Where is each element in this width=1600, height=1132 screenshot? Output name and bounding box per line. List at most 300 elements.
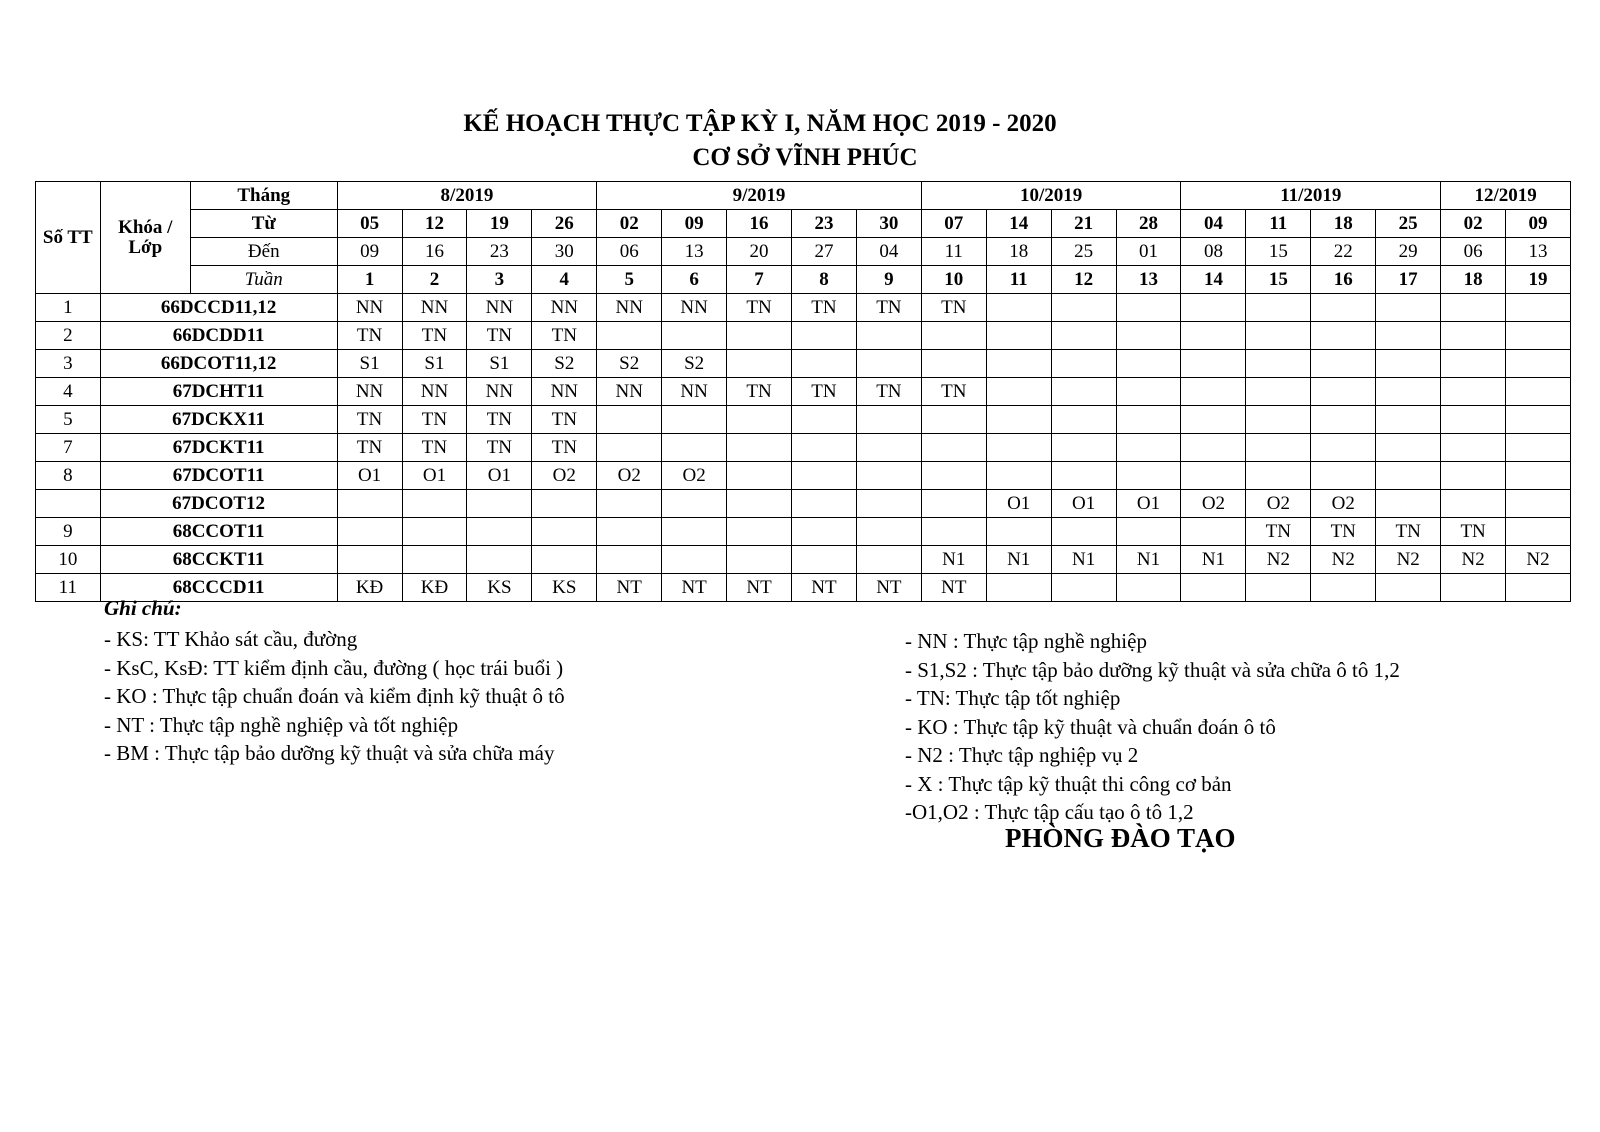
schedule-cell: S2 <box>532 350 597 378</box>
schedule-cell <box>1116 518 1181 546</box>
to-date: 23 <box>467 238 532 266</box>
schedule-cell: TN <box>727 294 792 322</box>
from-date: 04 <box>1181 210 1246 238</box>
schedule-cell <box>1376 350 1441 378</box>
schedule-cell <box>856 518 921 546</box>
schedule-cell <box>1246 294 1311 322</box>
schedule-cell <box>856 462 921 490</box>
schedule-cell: O2 <box>1246 490 1311 518</box>
schedule-cell <box>727 406 792 434</box>
schedule-cell <box>532 518 597 546</box>
note-item: - NT : Thực tập nghề nghiệp và tốt nghiệp <box>104 712 459 737</box>
schedule-cell <box>791 350 856 378</box>
schedule-cell <box>1506 490 1571 518</box>
schedule-cell <box>1051 574 1116 602</box>
schedule-cell: S1 <box>467 350 532 378</box>
class-name: 66DCCD11,12 <box>100 294 337 322</box>
table-row <box>36 490 1571 518</box>
table-row <box>36 518 1571 546</box>
from-date: 12 <box>402 210 467 238</box>
note-item: - KS: TT Khảo sát cầu, đường <box>104 627 358 651</box>
to-date: 18 <box>986 238 1051 266</box>
to-date: 11 <box>921 238 986 266</box>
tuan-label: Tuần <box>190 266 337 294</box>
schedule-cell: N1 <box>921 546 986 574</box>
row-number: 10 <box>36 546 101 574</box>
schedule-cell <box>1116 322 1181 350</box>
schedule-cell: NN <box>402 294 467 322</box>
schedule-cell <box>1311 574 1376 602</box>
schedule-cell <box>1116 406 1181 434</box>
row-number: 2 <box>36 322 101 350</box>
schedule-cell <box>727 490 792 518</box>
schedule-cell: N2 <box>1246 546 1311 574</box>
to-date: 06 <box>597 238 662 266</box>
note-item: - KO : Thực tập kỹ thuật và chuẩn đoán ô tô <box>905 714 1276 739</box>
note-item: - S1,S2 : Thực tập bảo dưỡng kỹ thuật và sửa chữa ô tô 1,2 <box>905 657 1400 682</box>
schedule-cell <box>662 490 727 518</box>
schedule-cell <box>532 546 597 574</box>
schedule-cell <box>986 322 1051 350</box>
schedule-cell <box>1441 322 1506 350</box>
schedule-cell <box>1311 406 1376 434</box>
schedule-cell: TN <box>1246 518 1311 546</box>
schedule-cell: O1 <box>467 462 532 490</box>
schedule-cell <box>402 490 467 518</box>
schedule-cell <box>662 322 727 350</box>
from-date: 23 <box>791 210 856 238</box>
schedule-cell: TN <box>532 434 597 462</box>
schedule-cell: S2 <box>597 350 662 378</box>
schedule-cell: NN <box>467 378 532 406</box>
week-number: 12 <box>1051 266 1116 294</box>
schedule-cell <box>1506 378 1571 406</box>
schedule-cell: TN <box>791 378 856 406</box>
schedule-cell <box>662 406 727 434</box>
class-name: 67DCKX11 <box>100 406 337 434</box>
to-date: 20 <box>727 238 792 266</box>
schedule-cell: TN <box>467 434 532 462</box>
class-name: 68CCCD11 <box>100 574 337 602</box>
schedule-cell <box>986 518 1051 546</box>
schedule-cell <box>727 462 792 490</box>
schedule-cell <box>1051 378 1116 406</box>
schedule-cell: S1 <box>337 350 402 378</box>
schedule-cell <box>856 490 921 518</box>
month-header: 10/2019 <box>921 182 1181 210</box>
schedule-cell <box>986 406 1051 434</box>
class-name: 67DCOT12 <box>100 490 337 518</box>
week-number: 8 <box>791 266 856 294</box>
schedule-cell <box>727 546 792 574</box>
note-item: - KO : Thực tập chuẩn đoán và kiểm định kỹ thuật ô tô <box>104 684 565 708</box>
schedule-cell: TN <box>467 322 532 350</box>
table-row <box>36 350 1571 378</box>
schedule-cell <box>856 546 921 574</box>
from-date: 30 <box>856 210 921 238</box>
schedule-cell: TN <box>1311 518 1376 546</box>
schedule-cell: O2 <box>1181 490 1246 518</box>
schedule-cell: KS <box>532 574 597 602</box>
from-date: 26 <box>532 210 597 238</box>
schedule-cell <box>1506 574 1571 602</box>
khoa-lop-header: Khóa / Lớp <box>100 182 190 294</box>
schedule-cell <box>791 490 856 518</box>
schedule-cell: NN <box>597 294 662 322</box>
schedule-cell <box>467 490 532 518</box>
schedule-cell <box>1246 574 1311 602</box>
schedule-cell: N2 <box>1506 546 1571 574</box>
schedule-cell: O1 <box>337 462 402 490</box>
note-item: - X : Thực tập kỹ thuật thi công cơ bản <box>905 771 1232 796</box>
schedule-cell <box>1051 406 1116 434</box>
schedule-cell <box>1441 406 1506 434</box>
schedule-cell <box>1181 322 1246 350</box>
schedule-cell <box>791 434 856 462</box>
schedule-cell <box>791 322 856 350</box>
schedule-cell <box>1506 518 1571 546</box>
from-date: 21 <box>1051 210 1116 238</box>
schedule-cell: TN <box>921 294 986 322</box>
schedule-cell <box>1181 574 1246 602</box>
week-number: 5 <box>597 266 662 294</box>
schedule-cell <box>791 406 856 434</box>
table-row <box>36 406 1571 434</box>
week-number: 4 <box>532 266 597 294</box>
note-item: - NN : Thực tập nghề nghiệp <box>905 629 1147 653</box>
note-item: - BM : Thực tập bảo dưỡng kỹ thuật và sửa chữa máy <box>104 741 555 765</box>
week-number: 3 <box>467 266 532 294</box>
schedule-cell <box>1116 378 1181 406</box>
schedule-cell <box>1441 434 1506 462</box>
schedule-cell: NN <box>337 294 402 322</box>
document-subtitle: CƠ SỞ VĨNH PHÚC <box>692 144 918 171</box>
schedule-cell: O2 <box>597 462 662 490</box>
schedule-cell: TN <box>402 322 467 350</box>
schedule-cell: TN <box>791 294 856 322</box>
header-row-from <box>36 210 1571 238</box>
schedule-table <box>35 181 1571 602</box>
schedule-cell <box>1181 406 1246 434</box>
schedule-cell <box>1181 518 1246 546</box>
schedule-cell <box>337 518 402 546</box>
schedule-cell <box>921 490 986 518</box>
schedule-cell: NN <box>662 294 727 322</box>
schedule-cell <box>597 322 662 350</box>
class-name: 68CCKT11 <box>100 546 337 574</box>
schedule-cell <box>986 434 1051 462</box>
schedule-cell: TN <box>1441 518 1506 546</box>
week-number: 10 <box>921 266 986 294</box>
schedule-cell: TN <box>856 294 921 322</box>
so-tt-header: Số TT <box>36 182 101 294</box>
schedule-cell: N1 <box>1181 546 1246 574</box>
schedule-cell <box>921 350 986 378</box>
schedule-cell <box>1246 322 1311 350</box>
to-date: 08 <box>1181 238 1246 266</box>
schedule-cell <box>662 434 727 462</box>
from-date: 16 <box>727 210 792 238</box>
from-date: 18 <box>1311 210 1376 238</box>
row-number: 3 <box>36 350 101 378</box>
class-name: 67DCOT11 <box>100 462 337 490</box>
schedule-cell: NN <box>662 378 727 406</box>
schedule-cell <box>1246 406 1311 434</box>
schedule-cell: NN <box>597 378 662 406</box>
schedule-cell <box>1051 350 1116 378</box>
schedule-cell <box>1246 378 1311 406</box>
schedule-cell: N1 <box>986 546 1051 574</box>
schedule-cell <box>1181 378 1246 406</box>
from-date: 28 <box>1116 210 1181 238</box>
notes-title: Ghi chú: <box>104 596 182 620</box>
row-number: 5 <box>36 406 101 434</box>
schedule-cell <box>597 518 662 546</box>
schedule-cell <box>1246 434 1311 462</box>
to-date: 29 <box>1376 238 1441 266</box>
schedule-cell <box>1441 462 1506 490</box>
schedule-cell <box>1311 350 1376 378</box>
week-number: 1 <box>337 266 402 294</box>
table-row <box>36 546 1571 574</box>
table-row <box>36 462 1571 490</box>
schedule-cell <box>1116 434 1181 462</box>
to-date: 22 <box>1311 238 1376 266</box>
schedule-cell <box>532 490 597 518</box>
week-number: 9 <box>856 266 921 294</box>
row-number: 7 <box>36 434 101 462</box>
schedule-cell: NT <box>921 574 986 602</box>
schedule-cell: O2 <box>532 462 597 490</box>
schedule-cell: NN <box>532 294 597 322</box>
schedule-cell <box>597 434 662 462</box>
schedule-cell <box>1441 294 1506 322</box>
schedule-cell <box>1506 350 1571 378</box>
schedule-cell <box>1116 294 1181 322</box>
schedule-cell <box>1376 406 1441 434</box>
schedule-cell <box>1376 378 1441 406</box>
schedule-cell <box>597 546 662 574</box>
header-row-to <box>36 238 1571 266</box>
to-date: 01 <box>1116 238 1181 266</box>
week-number: 13 <box>1116 266 1181 294</box>
note-item: - N2 : Thực tập nghiệp vụ 2 <box>905 743 1139 767</box>
table-row <box>36 574 1571 602</box>
schedule-cell: O1 <box>986 490 1051 518</box>
schedule-cell <box>1311 322 1376 350</box>
schedule-cell: N2 <box>1311 546 1376 574</box>
class-name: 66DCOT11,12 <box>100 350 337 378</box>
schedule-cell <box>1116 574 1181 602</box>
schedule-cell <box>1246 350 1311 378</box>
class-name: 68CCOT11 <box>100 518 337 546</box>
schedule-cell <box>1181 462 1246 490</box>
schedule-cell: KĐ <box>337 574 402 602</box>
schedule-cell <box>1051 322 1116 350</box>
schedule-cell: KS <box>467 574 532 602</box>
schedule-cell <box>1246 462 1311 490</box>
week-number: 14 <box>1181 266 1246 294</box>
schedule-cell: TN <box>402 434 467 462</box>
schedule-cell: TN <box>1376 518 1441 546</box>
header-row-months <box>36 182 1571 210</box>
schedule-cell <box>1506 322 1571 350</box>
schedule-cell: TN <box>921 378 986 406</box>
from-date: 05 <box>337 210 402 238</box>
schedule-cell <box>1441 350 1506 378</box>
signature: PHÒNG ĐÀO TẠO <box>1005 823 1236 853</box>
week-number: 17 <box>1376 266 1441 294</box>
schedule-cell: NT <box>727 574 792 602</box>
month-header: 12/2019 <box>1441 182 1571 210</box>
schedule-cell: TN <box>337 434 402 462</box>
schedule-cell <box>1311 462 1376 490</box>
schedule-cell <box>1376 490 1441 518</box>
schedule-cell <box>467 546 532 574</box>
tu-label: Từ <box>190 210 337 238</box>
schedule-cell: S1 <box>402 350 467 378</box>
schedule-cell <box>921 462 986 490</box>
schedule-cell: TN <box>727 378 792 406</box>
month-header: 9/2019 <box>597 182 922 210</box>
schedule-cell <box>662 518 727 546</box>
class-name: 67DCHT11 <box>100 378 337 406</box>
to-date: 13 <box>1506 238 1571 266</box>
schedule-cell: O2 <box>662 462 727 490</box>
row-number: 11 <box>36 574 101 602</box>
schedule-cell <box>1311 294 1376 322</box>
from-date: 14 <box>986 210 1051 238</box>
schedule-cell <box>597 406 662 434</box>
schedule-cell <box>727 322 792 350</box>
month-header: 8/2019 <box>337 182 597 210</box>
row-number <box>36 490 101 518</box>
row-number: 4 <box>36 378 101 406</box>
schedule-cell <box>1441 490 1506 518</box>
schedule-cell <box>402 546 467 574</box>
week-number: 11 <box>986 266 1051 294</box>
schedule-cell <box>1051 434 1116 462</box>
from-date: 02 <box>1441 210 1506 238</box>
schedule-cell: TN <box>856 378 921 406</box>
class-name: 66DCDD11 <box>100 322 337 350</box>
schedule-cell <box>986 350 1051 378</box>
to-date: 09 <box>337 238 402 266</box>
den-label: Đến <box>190 238 337 266</box>
to-date: 16 <box>402 238 467 266</box>
schedule-cell: O1 <box>1051 490 1116 518</box>
schedule-cell <box>1181 294 1246 322</box>
schedule-cell <box>1116 462 1181 490</box>
schedule-cell <box>727 350 792 378</box>
to-date: 06 <box>1441 238 1506 266</box>
week-number: 16 <box>1311 266 1376 294</box>
schedule-cell: NT <box>662 574 727 602</box>
month-header: 11/2019 <box>1181 182 1441 210</box>
schedule-cell <box>337 490 402 518</box>
from-date: 11 <box>1246 210 1311 238</box>
schedule-cell: N2 <box>1376 546 1441 574</box>
table-row <box>36 434 1571 462</box>
from-date: 07 <box>921 210 986 238</box>
schedule-cell: S2 <box>662 350 727 378</box>
schedule-cell <box>986 378 1051 406</box>
schedule-cell <box>1441 378 1506 406</box>
notes-right <box>905 627 1400 827</box>
schedule-cell <box>662 546 727 574</box>
schedule-cell: NN <box>337 378 402 406</box>
schedule-cell: N1 <box>1116 546 1181 574</box>
week-number: 6 <box>662 266 727 294</box>
schedule-cell <box>1311 434 1376 462</box>
schedule-cell <box>856 322 921 350</box>
schedule-cell <box>921 406 986 434</box>
to-date: 30 <box>532 238 597 266</box>
schedule-cell <box>467 518 532 546</box>
from-date: 09 <box>1506 210 1571 238</box>
schedule-cell: TN <box>337 322 402 350</box>
from-date: 25 <box>1376 210 1441 238</box>
schedule-cell: NT <box>856 574 921 602</box>
schedule-cell <box>986 462 1051 490</box>
note-item: - TN: Thực tập tốt nghiệp <box>905 686 1121 710</box>
schedule-cell: O1 <box>1116 490 1181 518</box>
schedule-cell <box>1116 350 1181 378</box>
week-number: 19 <box>1506 266 1571 294</box>
schedule-cell: TN <box>337 406 402 434</box>
schedule-cell: NN <box>532 378 597 406</box>
schedule-cell: N2 <box>1441 546 1506 574</box>
schedule-cell: TN <box>467 406 532 434</box>
to-date: 04 <box>856 238 921 266</box>
schedule-cell <box>986 574 1051 602</box>
note-item: - KsC, KsĐ: TT kiểm định cầu, đường ( học trái buổi ) <box>104 655 564 680</box>
schedule-cell <box>1376 462 1441 490</box>
schedule-cell <box>1051 518 1116 546</box>
schedule-cell <box>1506 406 1571 434</box>
schedule-cell: O2 <box>1311 490 1376 518</box>
schedule-cell: NN <box>402 378 467 406</box>
note-item: -O1,O2 : Thực tập cấu tạo ô tô 1,2 <box>905 800 1194 824</box>
schedule-cell <box>1376 434 1441 462</box>
to-date: 13 <box>662 238 727 266</box>
schedule-cell <box>727 434 792 462</box>
row-number: 9 <box>36 518 101 546</box>
class-name: 67DCKT11 <box>100 434 337 462</box>
schedule-cell <box>1376 322 1441 350</box>
week-number: 15 <box>1246 266 1311 294</box>
week-number: 7 <box>727 266 792 294</box>
schedule-cell <box>986 294 1051 322</box>
schedule-cell <box>921 434 986 462</box>
thang-label: Tháng <box>190 182 337 210</box>
schedule-cell: NT <box>597 574 662 602</box>
schedule-cell: TN <box>402 406 467 434</box>
to-date: 27 <box>791 238 856 266</box>
schedule-cell <box>337 546 402 574</box>
schedule-cell <box>1376 574 1441 602</box>
schedule-cell <box>856 350 921 378</box>
schedule-cell <box>856 434 921 462</box>
schedule-cell <box>791 462 856 490</box>
schedule-cell: NT <box>791 574 856 602</box>
schedule-cell <box>1506 434 1571 462</box>
schedule-cell <box>921 518 986 546</box>
table-row <box>36 294 1571 322</box>
table-row <box>36 378 1571 406</box>
schedule-cell: TN <box>532 322 597 350</box>
schedule-cell <box>1051 294 1116 322</box>
